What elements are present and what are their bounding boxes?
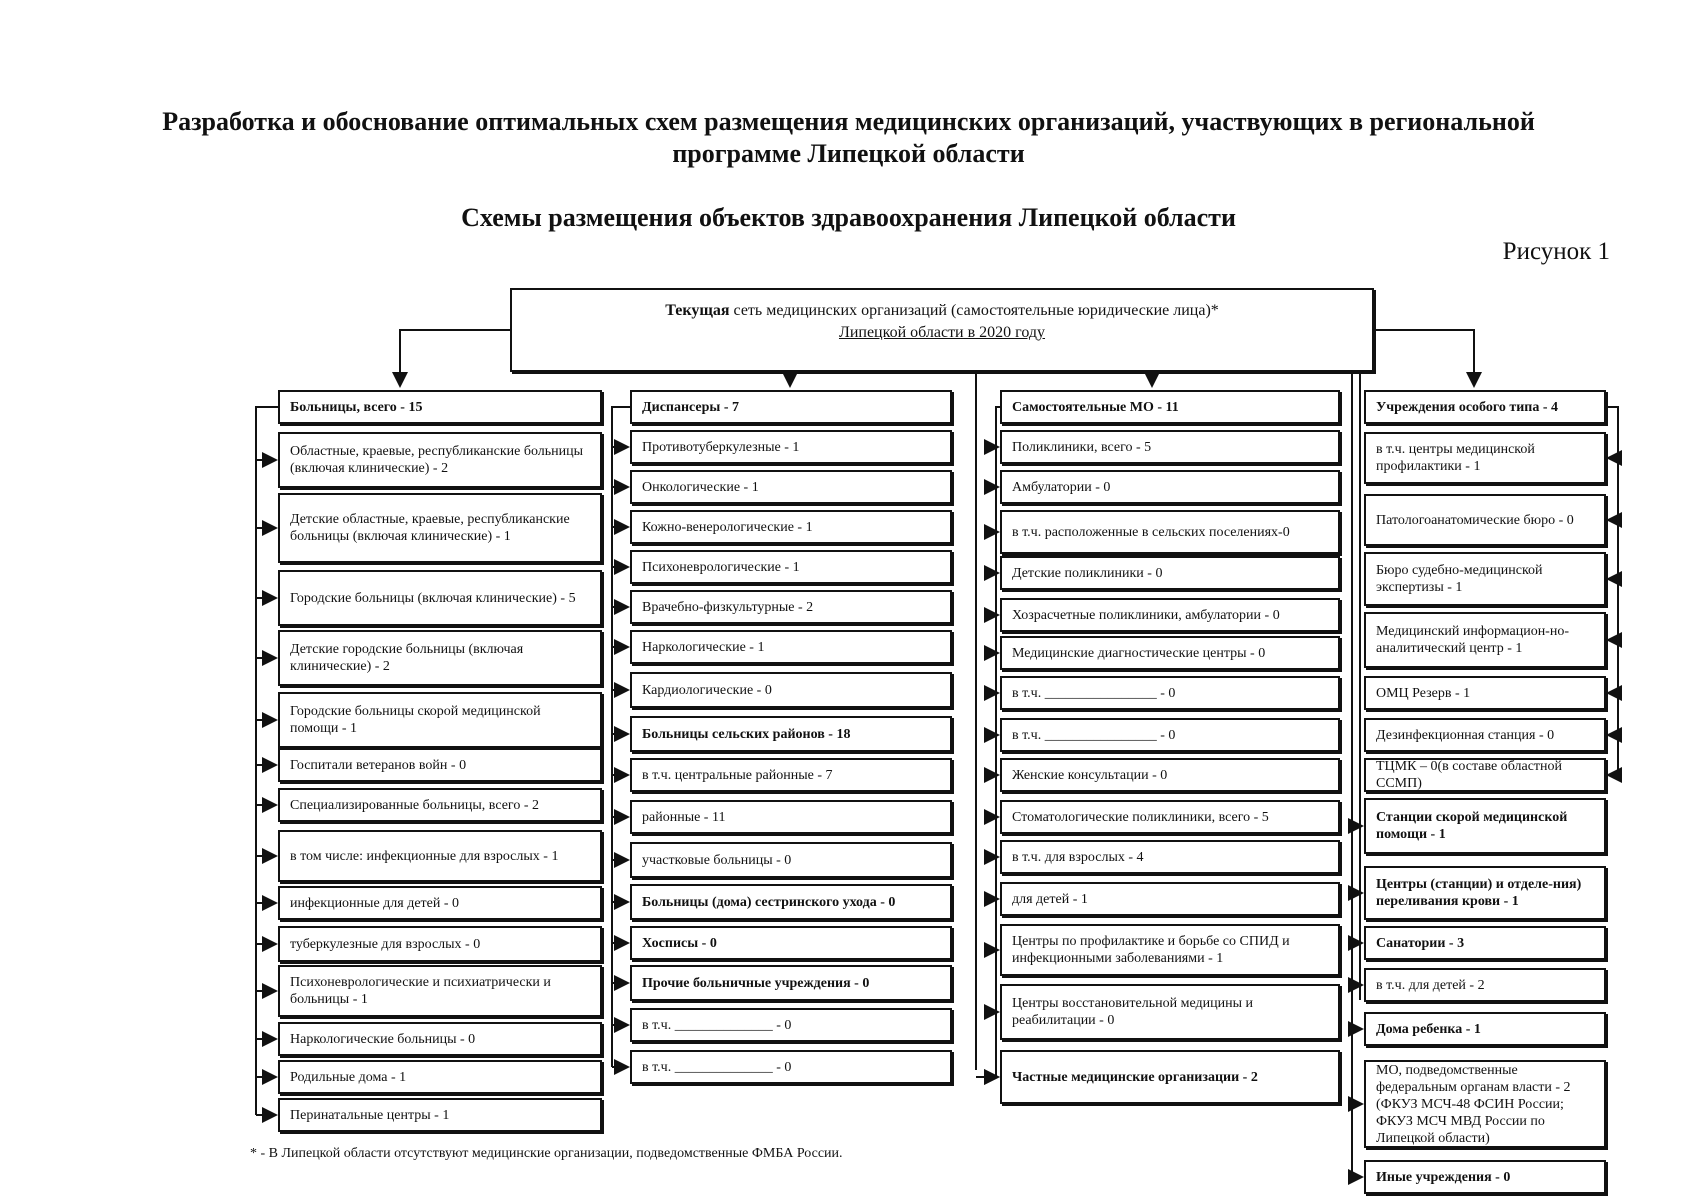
- col2-box: [630, 550, 952, 584]
- col4-box: [1364, 718, 1606, 752]
- col4-box: [1364, 1160, 1606, 1194]
- col1-box-label: Областные, краевые, республиканские больницы (включая клинические) - 2: [290, 444, 584, 476]
- col2-box: [630, 800, 952, 834]
- col2-box-label: Кожно-венерологические - 1: [642, 519, 813, 535]
- col2-box-label: в т.ч. ______________ - 0: [642, 1017, 792, 1033]
- col1-box: [278, 390, 602, 424]
- col4-box: [1364, 432, 1606, 484]
- col4-box: [1364, 758, 1606, 792]
- col3-box-label: Медицинские диагностические центры - 0: [1012, 645, 1266, 661]
- col2-box-label: Хосписы - 0: [642, 935, 717, 951]
- col1-box-label: Психоневрологические и психиатрически и больницы - 1: [290, 975, 551, 1007]
- col2-box: [630, 965, 952, 1001]
- col2-box-label: Онкологические - 1: [642, 479, 759, 495]
- col4-box-label: Учреждения особого типа - 4: [1376, 399, 1559, 415]
- col1-box: [278, 965, 602, 1017]
- col2-box: [630, 430, 952, 464]
- col3-box: [1000, 676, 1340, 710]
- col3-box: [1000, 430, 1340, 464]
- root-bold: Текущая: [665, 302, 730, 319]
- col4-box: [1364, 968, 1606, 1002]
- col4-box-label: Санатории - 3: [1376, 935, 1465, 951]
- col1-box: [278, 570, 602, 626]
- col4-box-label: Иные учреждения - 0: [1376, 1169, 1511, 1185]
- col4-box-label: Дезинфекционная станция - 0: [1376, 727, 1555, 743]
- col4-box: [1364, 612, 1606, 668]
- col2-box: [630, 672, 952, 708]
- page-subtitle: Схемы размещения объектов здравоохранения Липецкой области: [461, 203, 1236, 232]
- col3-box-label: Центры по профилактике и борьбе со СПИД и инфекционными заболеваниями - 1: [1012, 934, 1290, 966]
- col4-box-label: МО, подведомственные федеральным органам власти - 2 (ФКУЗ МСЧ-48 ФСИН России; ФКУЗ МСЧ МВД России по Липецкой области): [1376, 1062, 1571, 1146]
- page-title-line1: Разработка и обоснование оптимальных схем размещения медицинских организаций, участвующих в региональной: [162, 107, 1535, 136]
- col3-box: [1000, 390, 1340, 424]
- col4-box: [1364, 1012, 1606, 1046]
- col2-box-label: Прочие больничные учреждения - 0: [642, 975, 870, 991]
- col3-box-label: Самостоятельные МО - 11: [1012, 399, 1179, 415]
- col1-box-label: в том числе: инфекционные для взрослых - 1: [290, 848, 559, 864]
- col4-box: [1364, 390, 1606, 424]
- col2-box: [630, 470, 952, 504]
- col1-box-label: Больницы, всего - 15: [290, 399, 423, 415]
- col2-box: [630, 884, 952, 920]
- col2-box-label: Больницы сельских районов - 18: [642, 726, 851, 742]
- figure-label: Рисунок 1: [1502, 238, 1610, 265]
- col4-box: [1364, 926, 1606, 960]
- root-line2: Липецкой области в 2020 году: [838, 324, 1046, 341]
- col2-box: [630, 1050, 952, 1084]
- col3-box: [1000, 556, 1340, 590]
- col2-box-label: районные - 11: [642, 809, 726, 825]
- col1-box-label: Наркологические больницы - 0: [290, 1031, 476, 1047]
- col4-box-label: Центры (станции) и отделе-ния) переливания крови - 1: [1376, 877, 1582, 909]
- col2-box-label: в т.ч. центральные районные - 7: [642, 767, 833, 783]
- col2-box-label: участковые больницы - 0: [642, 852, 792, 868]
- col1-box: [278, 926, 602, 962]
- col3-box: [1000, 800, 1340, 834]
- col4-box-label: Медицинский информацион-но-аналитический центр - 1: [1376, 624, 1569, 656]
- col1-box-label: туберкулезные для взрослых - 0: [290, 936, 481, 952]
- col4-box: [1364, 494, 1606, 546]
- footnote: * - В Липецкой области отсутствуют медицинские организации, подведомственные ФМБА России.: [250, 1146, 843, 1161]
- col2-box: [630, 630, 952, 664]
- col3-box-label: Хозрасчетные поликлиники, амбулатории - 0: [1012, 607, 1280, 623]
- col3-box: [1000, 598, 1340, 632]
- col4-box-label: ОМЦ Резерв - 1: [1376, 685, 1471, 701]
- col1-box-label: Госпитали ветеранов войн - 0: [290, 757, 467, 773]
- col2-box-label: Противотуберкулезные - 1: [642, 439, 800, 455]
- col3-box: [1000, 924, 1340, 976]
- col1-box-label: Родильные дома - 1: [290, 1069, 407, 1085]
- col1-box-label: Детские городские больницы (включая клинические) - 2: [290, 642, 524, 674]
- col2-box: [630, 390, 952, 424]
- network-root-box: [510, 288, 1374, 372]
- col3-box-label: Женские консультации - 0: [1012, 767, 1168, 783]
- col2-box-label: Психоневрологические - 1: [642, 559, 800, 575]
- col1-box: [278, 432, 602, 488]
- col2-box-label: Врачебно-физкультурные - 2: [642, 599, 814, 615]
- col1-box-label: Детские областные, краевые, республиканские больницы (включая клинические) - 1: [290, 512, 570, 544]
- col4-box-label: Станции скорой медицинской помощи - 1: [1376, 810, 1568, 842]
- col2-box-label: Кардиологические - 0: [642, 682, 772, 698]
- col2-box: [630, 842, 952, 878]
- col1-box: [278, 886, 602, 920]
- col3-box-label: Стоматологические поликлиники, всего - 5: [1012, 809, 1269, 825]
- col1-box-label: Перинатальные центры - 1: [290, 1107, 450, 1123]
- col1-box-label: инфекционные для детей - 0: [290, 895, 460, 911]
- col1-box: [278, 1060, 602, 1094]
- col3-box: [1000, 984, 1340, 1040]
- col4-box-label: ТЦМК – 0(в составе областной ССМП): [1376, 759, 1563, 791]
- col4-box-label: Дома ребенка - 1: [1376, 1021, 1481, 1037]
- col3-box-label: в т.ч. ________________ - 0: [1012, 685, 1176, 701]
- col2-box: [630, 716, 952, 752]
- col3-box-label: в т.ч. для взрослых - 4: [1012, 849, 1144, 865]
- col3-box-label: Детские поликлиники - 0: [1012, 565, 1163, 581]
- col3-box: [1000, 840, 1340, 874]
- col4-box-label: Патологоанатомические бюро - 0: [1376, 512, 1574, 528]
- col1-box: [278, 788, 602, 822]
- col3-box: [1000, 636, 1340, 670]
- col3-box-label: в т.ч. ________________ - 0: [1012, 727, 1176, 743]
- col4-box-label: в т.ч. для детей - 2: [1376, 977, 1485, 993]
- col1-box: [278, 692, 602, 748]
- col4-box: [1364, 866, 1606, 920]
- col2-box-label: Наркологические - 1: [642, 639, 765, 655]
- col2-box: [630, 510, 952, 544]
- col2-box: [630, 590, 952, 624]
- col1-box-label: Специализированные больницы, всего - 2: [290, 797, 539, 813]
- col4-box: [1364, 676, 1606, 710]
- col4-box-label: Бюро судебно-медицинской экспертизы - 1: [1376, 563, 1543, 595]
- col3-box-label: для детей - 1: [1012, 891, 1088, 907]
- col3-box: [1000, 758, 1340, 792]
- col1-box: [278, 493, 602, 563]
- col2-box-label: Больницы (дома) сестринского ухода - 0: [642, 894, 896, 910]
- col3-box: [1000, 470, 1340, 504]
- col4-box: [1364, 798, 1606, 854]
- col3-box-label: Амбулатории - 0: [1012, 479, 1111, 495]
- col4-box-label: в т.ч. центры медицинской профилактики - 1: [1376, 442, 1535, 474]
- col1-box: [278, 830, 602, 882]
- root-text: сеть медицинских организаций (самостоятельные юридические лица)*: [733, 302, 1219, 319]
- col2-box-label: Диспансеры - 7: [642, 399, 740, 415]
- col2-box: [630, 1008, 952, 1042]
- col3-box: [1000, 510, 1340, 554]
- col4-box: [1364, 552, 1606, 606]
- col3-box-label: Центры восстановительной медицины и реабилитации - 0: [1012, 996, 1253, 1028]
- col1-box: [278, 1098, 602, 1132]
- col1-box: [278, 630, 602, 686]
- col3-box-label: в т.ч. расположенные в сельских поселениях-0: [1012, 524, 1290, 540]
- col2-box: [630, 758, 952, 792]
- col3-box-label: Поликлиники, всего - 5: [1012, 439, 1152, 455]
- col2-box: [630, 926, 952, 960]
- col3-box: [1000, 718, 1340, 752]
- col1-box-label: Городские больницы (включая клинические) - 5: [290, 590, 576, 606]
- col2-box-label: в т.ч. ______________ - 0: [642, 1059, 792, 1075]
- col1-box: [278, 1022, 602, 1056]
- page-title-line2: программе Липецкой области: [672, 139, 1025, 168]
- col3-box: [1000, 882, 1340, 916]
- col3-box: [1000, 1050, 1340, 1104]
- col3-box-label: Частные медицинские организации - 2: [1012, 1069, 1258, 1085]
- col4-box: [1364, 1060, 1606, 1148]
- col1-box: [278, 748, 602, 782]
- col1-box-label: Городские больницы скорой медицинской помощи - 1: [290, 704, 541, 736]
